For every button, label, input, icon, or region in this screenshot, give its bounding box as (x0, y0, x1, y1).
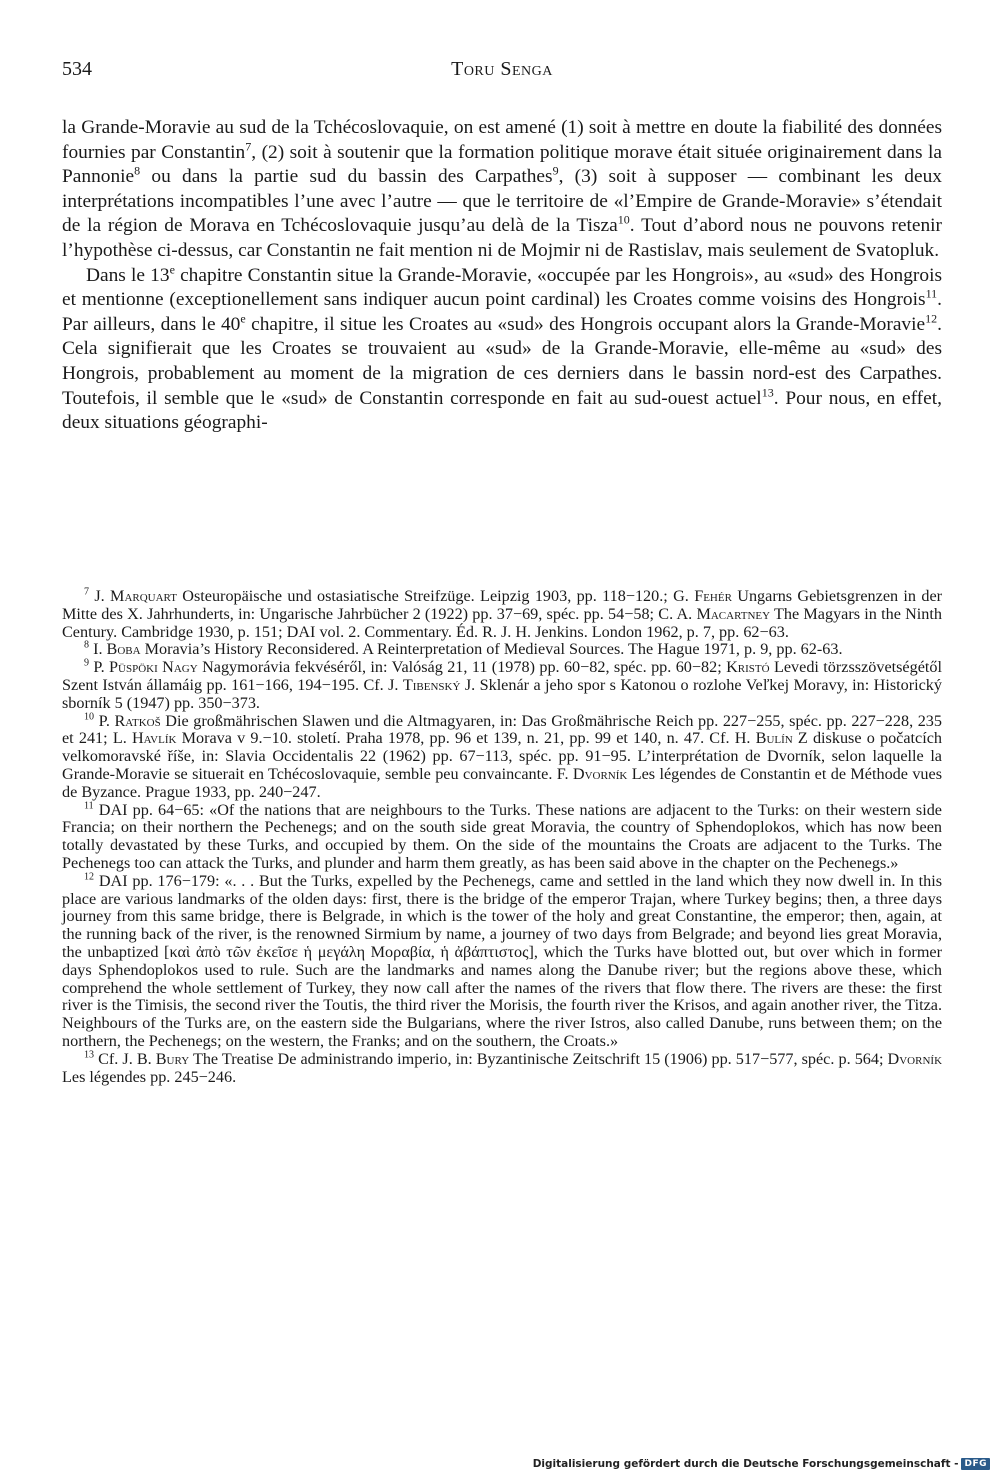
footnote-ref-10[interactable]: 10 (617, 212, 630, 227)
digitization-stamp (533, 1456, 990, 1472)
page-header (62, 58, 942, 88)
footnote-ref-9[interactable]: 9 (552, 163, 559, 178)
footnote-ref-7[interactable]: 7 (245, 139, 252, 154)
paragraph-1: la Grande-Moravie au sud de la Tchécoslovaquie, on est amené (1) soit à mettre en doute la fiabilité des données fournies par Constantin$^7$, (2) soit à soutenir que la formation politique morave était située originairement dans la Pannonie$^8$ ou dans la partie sud du bassin des Carpathes$^9$, (3) soit à supposer — combinant les deux interprétations incompatibles l’une avec l’autre — que le territoire de «l’Empire de Grande-Moravie» s’étendait de la région de Morava en Tchécoslovaquie jusqu’au delà de la Tisza$^{10}$. Tout d’abord nous ne pouvons retenir l’hypothèse ci-dessus, car Constantin ne fait mention ni de Mojmir ni de Rastislav, mais seulement de Svatopluk. (62, 117, 942, 261)
footnote-7: $^7$ J. Marquart Osteuropäische und ostasiatische Streifzüge. Leipzig 1903, pp. 118−120.; G. Fehér Ungarns Gebietsgrenzen in der Mitte des X. Jahrhunderts, in: Ungarische Jahrbücher 2 (1922) pp. 37−69, spéc. pp. 54−58; C. A. Macartney The Magyars in the Ninth Century. Cambridge 1930, p. 151; DAI vol. 2. Commentary. Éd. R. J. H. Jenkins. London 1962, p. 7, pp. 62−63. (62, 586, 943, 641)
dfg-logo: DFG (961, 1458, 990, 1470)
digitization-note: Digitalisierung gefördert durch die Deutsche Forschungsgemeinschaft - (532, 1458, 959, 1470)
page-number: 534 (62, 58, 92, 80)
footnote-ref-13[interactable]: 13 (761, 385, 774, 400)
footnote-12: $^{12}$ DAI pp. 176−179: «. . . But the Turks, expelled by the Pechenegs, came and settled in the land which they now dwell in. In this place are various landmarks of the olden days: first, there is the bridge of the emperor Trajan, where Turkey begins; then, a three days journey from this same bridge, there is Belgrade, in which is the tower of the holy and great Constantine, the emperor; then, again, at the running back of the river, is the renowned Sirmium by name, a journey of two days from Belgrade; and beyond lies great Moravia, the unbaptized [καὶ ἀπὸ τῶν ἐκεῖσε ἡ μεγάλη Μοραβία, ἡ ἀβάπτιστος], which the Turks have blotted out, but over which in former days Sphendoplokos used to rule. Such are the landmarks and names along the Danube river; but the regions above these, which comprehend the whole settlement of Turkey, they now call after the names of the rivers that flow there. The rivers are these: the first river is the Timisis, the second river the Toutis, the third river the Morisis, the fourth river the Krisos, and again another river, the Titza. Neighbours of the Turks are, on the eastern side the Bulgarians, where the river Istros, also called Danube, runs between them; on the northern, the Pechenegs; on the western, the Franks; and on the southern, the Croats.» (62, 871, 943, 1050)
footnotes (62, 588, 942, 1086)
footnote-10: $^{10}$ P. Ratkoš Die großmährischen Slawen und die Altmagyaren, in: Das Großmährische Reich pp. 227−255, spéc. pp. 227−228, 235 et 241; L. Havlík Morava v 9.−10. století. Praha 1978, pp. 96 et 139, n. 21, pp. 99 et 140, n. 47. Cf. H. Bulín Z diskuse o počatcích velkomoravské říše, in: Slavia Occidentalis 22 (1962) pp. 67−113, spéc. pp. 91−95. L’interprétation de Dvorník, selon laquelle la Grande-Moravie se situerait en Tchécoslovaquie, semble peu convaincante. F. Dvorník Les légendes de Constantin et de Méthode vues de Byzance. Prague 1933, pp. 240−247. (62, 711, 942, 801)
running-head: Toru Senga (451, 58, 553, 80)
footnote-ref-11[interactable]: 11 (925, 286, 938, 301)
footnote-ref-12[interactable]: 12 (925, 311, 938, 326)
footnote-13: $^{13}$ Cf. J. B. Bury The Treatise De administrando imperio, in: Byzantinische Zeitschrift 15 (1906) pp. 517−577, spéc. p. 564; Dvorník Les légendes pp. 245−246. (62, 1049, 943, 1086)
footnote-11: $^{11}$ DAI pp. 64−65: «Of the nations that are neighbours to the Turks. These nations are adjacent to the Turks: on their western side Francia; on their northern the Pechenegs; and on the south side great Moravia, the country of Sphendoplokos, which has now been totally devastated by these Turks, and occupied by them. On the side of the mountains the Croats are adjacent to the Turks. The Pechenegs too can attack the Turks, and plunder and harm them greatly, as has been said above in the chapter on the Pechenegs.» (62, 800, 942, 872)
main-text (62, 116, 942, 436)
footnote-8: $^8$ I. Boba Moravia’s History Reconsidered. A Reinterpretation of Medieval Sources. The Hague 1971, p. 9, pp. 62-63. (84, 640, 843, 659)
footnote-9: $^9$ P. Püspöki Nagy Nagymorávia fekvéséről, in: Valóság 21, 11 (1978) pp. 60−82, spéc. pp. 60−82; Kristó Levedi törzsszövetségétől Szent István államáig pp. 161−166, 194−195. Cf. J. Tibenský J. Sklenár a jeho spor s Katonou o rozlohe Veľkej Moravy, in: Historický sborník 5 (1947) pp. 350−373. (62, 657, 942, 712)
footnote-ref-8[interactable]: 8 (134, 163, 141, 178)
paragraph-2: Dans le 13e chapitre Constantin situe la Grande-Moravie, «occupée par les Hongrois», au «sud» des Hongrois et mentionne (exceptionellement sans indiquer aucun point cardinal) les Croates comme voisins des Hongrois$^{11}$. Par ailleurs, dans le 40e chapitre, il situe les Croates au «sud» des Hongrois occupant alors la Grande-Moravie$^{12}$. Cela signifierait que les Croates se trouvaient au «sud» de la Grande-Moravie, elle-même au «sud» des Hongrois, probablement au moment de la migration de ces derniers dans le bassin nord-est des Carpathes. Toutefois, il semble que le «sud» de Constantin corresponde en fait au sud-ouest actuel$^{13}$. Pour nous, en effet, deux situations géographi- (62, 262, 942, 434)
